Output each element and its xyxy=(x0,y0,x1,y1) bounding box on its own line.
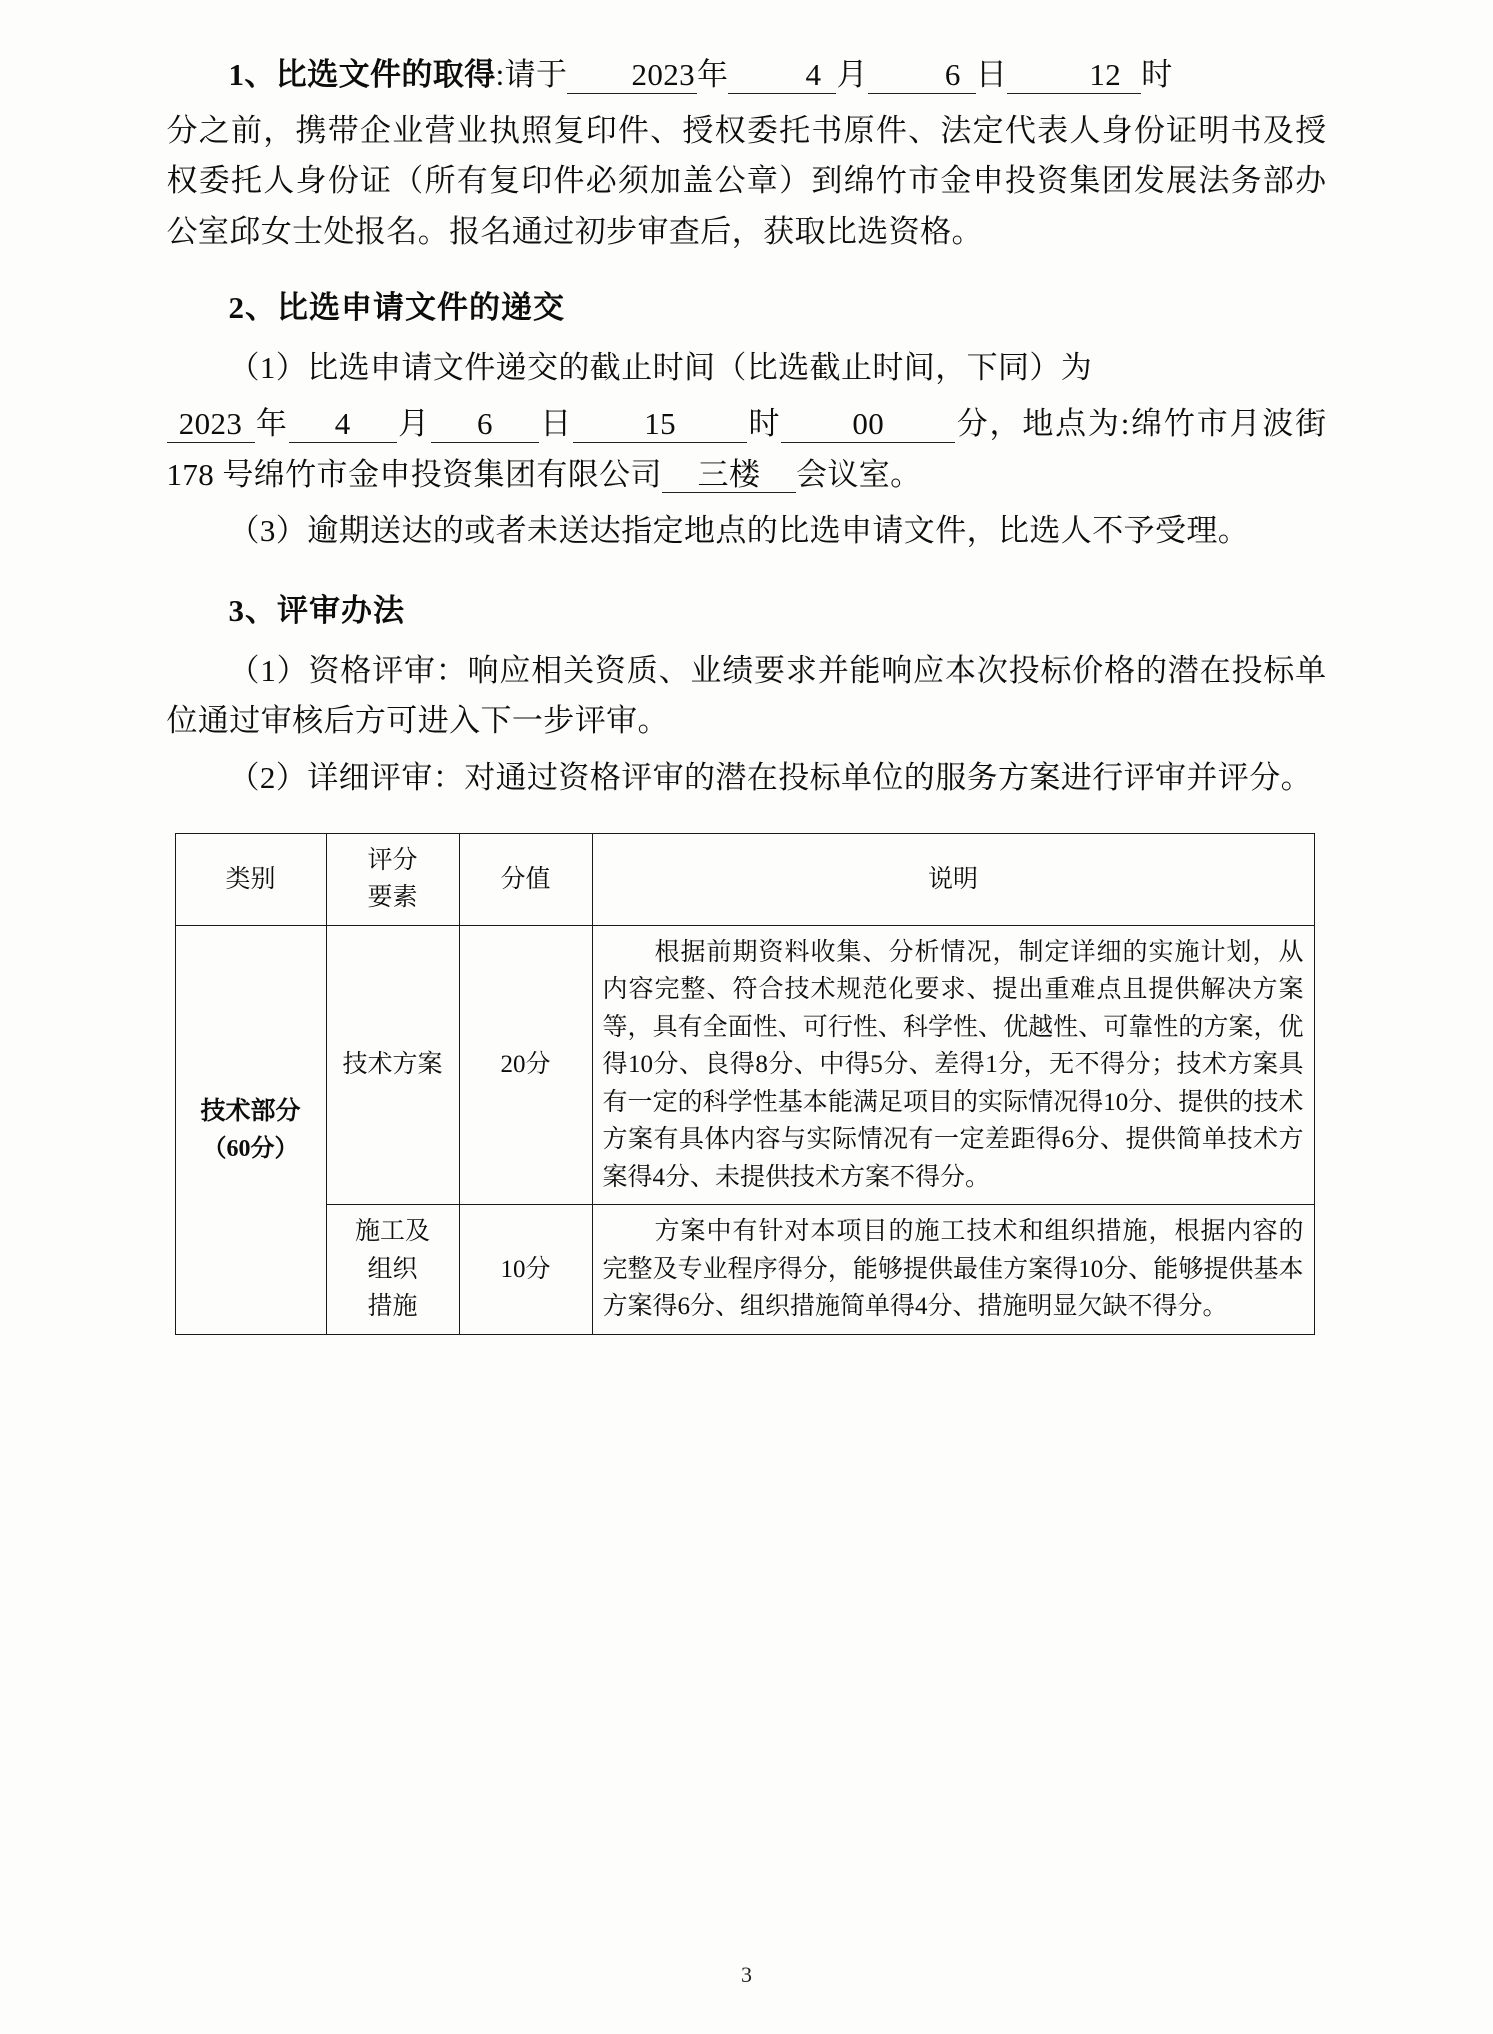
category-label: 技术部分 xyxy=(200,1098,301,1126)
element-2-line3: 措施 xyxy=(367,1293,418,1321)
heading-section-3: 3、评审办法 xyxy=(228,592,405,628)
element-2-line1: 施工及 xyxy=(354,1218,430,1246)
header-element-line1: 评分 xyxy=(367,846,418,874)
cell-score-1: 20分 xyxy=(459,925,592,1205)
unit-minute-2: 分 xyxy=(955,406,990,442)
field-month-1: 4 xyxy=(728,57,836,94)
table-row xyxy=(175,925,1314,1205)
scoring-table xyxy=(175,833,1315,1335)
cell-category-merged xyxy=(175,925,326,1334)
element-2-line2: 组织 xyxy=(367,1255,418,1283)
paragraph-section-2-1: （1）比选申请文件递交的截止时间（比选截止时间，下同）为 xyxy=(228,350,1093,386)
paragraph-section-2-3: （3）逾期送达的或者未送达指定地点的比选申请文件，比选人不予受理。 xyxy=(228,512,1250,548)
field-year-2: 2023 xyxy=(167,406,255,443)
field-minute-2: 00 xyxy=(781,406,955,443)
header-element-line2: 要素 xyxy=(367,884,418,912)
unit-day-2: 日 xyxy=(538,406,574,442)
place-lead: ，地点为:绵竹市月波街 178 号绵竹市金申投资集团有限公司 xyxy=(166,406,1327,492)
field-day-2: 6 xyxy=(431,406,539,443)
header-element xyxy=(326,833,459,925)
section-1-lead: :请于 xyxy=(495,57,568,92)
document-content xyxy=(167,40,1327,1335)
cell-element-1: 技术方案 xyxy=(326,925,459,1205)
unit-hour-1: 时 xyxy=(1141,57,1173,92)
place-tail: 会议室。 xyxy=(795,456,922,492)
unit-day-1: 日 xyxy=(975,57,1008,92)
page-number: 3 xyxy=(741,1962,752,1987)
heading-section-2: 2、比选申请文件的递交 xyxy=(228,289,565,325)
header-description: 说明 xyxy=(592,833,1314,925)
field-day-1: 6 xyxy=(868,57,976,94)
category-sublabel: （60分） xyxy=(202,1135,299,1162)
table-row xyxy=(175,1205,1314,1335)
unit-month-2: 月 xyxy=(396,406,431,442)
paragraph-section-1-body: 分之前，携带企业营业执照复印件、授权委托书原件、法定代表人身份证明书及授权委托人身份证（所有复印件必须加盖公章）到绵竹市金申投资集团发展法务部办公室邱女士处报名。报名通过初步审查后，获取比选资格。 xyxy=(166,113,1327,249)
paragraph-section-3-2: （2）详细评审：对通过资格评审的潜在投标单位的服务方案进行评审并评分。 xyxy=(228,759,1312,795)
paragraph-section-2-datetime xyxy=(167,399,1327,499)
cell-element-2 xyxy=(326,1205,459,1335)
field-hour-2: 15 xyxy=(573,406,747,443)
paragraph-section-3-1: （1）资格评审：响应相关资质、业绩要求并能响应本次投标价格的潜在投标单位通过审核后方可进入下一步评审。 xyxy=(166,653,1327,739)
header-score: 分值 xyxy=(459,833,592,925)
unit-year-2: 年 xyxy=(254,406,289,442)
field-floor: 三楼 xyxy=(662,457,796,494)
header-category: 类别 xyxy=(175,833,326,925)
field-hour-1: 12 xyxy=(1007,57,1141,94)
paragraph-section-1 xyxy=(167,50,1327,100)
section-1-title: 1、比选文件的取得 xyxy=(228,57,496,92)
unit-hour-2: 时 xyxy=(747,406,782,442)
field-month-2: 4 xyxy=(289,406,397,443)
unit-month-1: 月 xyxy=(836,57,868,92)
cell-score-2: 10分 xyxy=(459,1205,592,1335)
table-header-row xyxy=(175,833,1314,925)
unit-year-1: 年 xyxy=(697,57,729,92)
field-year-1: 2023 xyxy=(567,57,697,94)
cell-description-1: 根据前期资料收集、分析情况，制定详细的实施计划，从内容完整、符合技术规范化要求、提出重难点且提供解决方案等，具有全面性、可行性、科学性、优越性、可靠性的方案，优得10分、良得8分、中得5分、差得1分，无不得分；技术方案具有一定的科学性基本能满足项目的实际情况得10分、提供的技术方案有具体内容与实际情况有一定差距得6分、提供简单技术方案得4分、未提供技术方案不得分。 xyxy=(592,925,1314,1205)
cell-description-2: 方案中有针对本项目的施工技术和组织措施，根据内容的完整及专业程序得分，能够提供最佳方案得10分、能够提供基本方案得6分、组织措施简单得4分、措施明显欠缺不得分。 xyxy=(592,1205,1314,1335)
